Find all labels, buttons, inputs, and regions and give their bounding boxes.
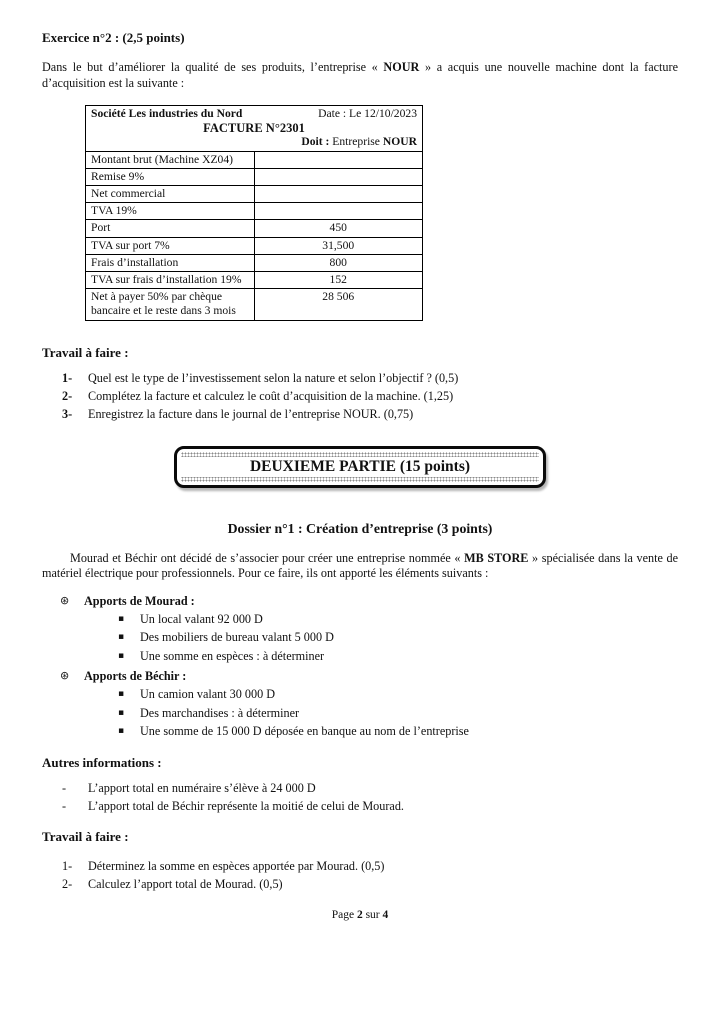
- item-text: Complétez la facture et calculez le coût d’acquisition de la machine. (1,25): [88, 388, 454, 403]
- row-value: 152: [254, 272, 423, 289]
- work2-title: Travail à faire :: [42, 828, 129, 844]
- intro-text-after: » spécialisée dans la vente de matériel électrique pour professionnels. Pour ce faire, ils ont apporté les éléments suivants :: [42, 550, 678, 581]
- list-item: [42, 797, 678, 815]
- row-value: [254, 168, 423, 185]
- item-text: Des mobiliers de bureau valant 5 000 D: [140, 630, 334, 645]
- item-number: 2-: [62, 876, 73, 891]
- square-bullet-icon: ▪: [118, 726, 125, 737]
- row-label: Net à payer 50% par chèque bancaire et le reste dans 3 mois: [86, 289, 255, 320]
- list-item: [42, 387, 678, 405]
- invoice-company: Société Les industries du Nord: [91, 107, 243, 120]
- item-text: Déterminez la somme en espèces apportée par Mourad. (0,5): [88, 858, 385, 873]
- row-label: Port: [86, 220, 255, 237]
- invoice-header-line1: [91, 107, 417, 121]
- group-header: [42, 667, 678, 685]
- list-item: [42, 685, 678, 704]
- intro-text-before: Dans le but d’améliorer la qualité de ses produits, l’entreprise «: [42, 60, 384, 74]
- list-item: [42, 369, 678, 387]
- row-label: TVA 19%: [86, 203, 255, 220]
- row-label: TVA sur frais d’installation 19%: [86, 272, 255, 289]
- work1-list: [42, 369, 678, 423]
- row-value: 800: [254, 254, 423, 271]
- item-text: Quel est le type de l’investissement selon la nature et selon l’objectif ? (0,5): [88, 370, 459, 385]
- company-name-mbstore: MB STORE: [464, 550, 529, 565]
- item-text: Calculez l’apport total de Mourad. (0,5): [88, 876, 283, 891]
- item-text: L’apport total de Béchir représente la moitié de celui de Mourad.: [88, 798, 404, 813]
- intro-text-after: » a acquis une nouvelle machine dont la facture d’acquisition est la suivante :: [42, 60, 678, 90]
- work2-list: [42, 857, 678, 893]
- square-bullet-icon: ▪: [118, 632, 125, 643]
- list-item: [42, 628, 678, 647]
- invoice-date: Date : Le 12/10/2023: [318, 107, 417, 120]
- table-row: [86, 151, 423, 168]
- row-label: Montant brut (Machine XZ04): [86, 151, 255, 168]
- list-item: [42, 722, 678, 741]
- list-item: [42, 405, 678, 423]
- work1-title: Travail à faire :: [42, 344, 129, 360]
- company-name-nour: NOUR: [383, 60, 420, 74]
- square-bullet-icon: ▪: [118, 650, 125, 661]
- row-value: [254, 203, 423, 220]
- banner-title: DEUXIEME PARTIE (15 points): [181, 457, 539, 477]
- invoice-header-row: [86, 106, 423, 152]
- footer-page: 2: [356, 908, 363, 921]
- table-row: [86, 237, 423, 254]
- row-value: [254, 151, 423, 168]
- table-row: [86, 203, 423, 220]
- exercise2-title: Exercice n°2 : (2,5 points): [42, 30, 185, 45]
- apports-list: [42, 592, 678, 741]
- table-row: [86, 254, 423, 271]
- item-text: L’apport total en numéraire s’élève à 24 000 D: [88, 780, 316, 795]
- table-row: [86, 289, 423, 320]
- list-item: [42, 875, 678, 893]
- group-title: Apports de Béchir :: [84, 669, 187, 684]
- row-label: Net commercial: [86, 186, 255, 203]
- table-row: [86, 186, 423, 203]
- list-item: [42, 610, 678, 629]
- dash-bullet-icon: -: [62, 798, 67, 813]
- doit-label: Doit :: [301, 135, 330, 149]
- invoice-table: [85, 105, 423, 321]
- row-value: 31,500: [254, 237, 423, 254]
- dossier1-intro: [42, 551, 678, 582]
- row-label: Remise 9%: [86, 168, 255, 185]
- item-number: 1-: [62, 858, 73, 873]
- table-row: [86, 272, 423, 289]
- item-text: Une somme en espèces : à déterminer: [140, 648, 325, 663]
- footer-prefix: Page: [331, 908, 357, 921]
- row-label: TVA sur port 7%: [86, 237, 255, 254]
- item-text: Un local valant 92 000 D: [140, 611, 263, 626]
- item-text: Une somme de 15 000 D déposée en banque au nom de l’entreprise: [140, 724, 469, 739]
- item-text: Un camion valant 30 000 D: [140, 687, 276, 702]
- table-row: [86, 220, 423, 237]
- invoice-number: FACTURE N°2301: [203, 121, 305, 136]
- exercise2-intro: [42, 60, 678, 91]
- item-text: Enregistrez la facture dans le journal de l’entreprise NOUR. (0,75): [88, 406, 414, 421]
- item-text: Des marchandises : à déterminer: [140, 705, 300, 720]
- footer-middle: sur: [362, 908, 383, 921]
- invoice-doit-line: [91, 135, 417, 149]
- square-bullet-icon: ▪: [118, 707, 125, 718]
- list-item: [42, 704, 678, 723]
- list-item: [42, 779, 678, 797]
- flower-bullet-icon: ⊛: [60, 593, 70, 607]
- group-header: [42, 592, 678, 610]
- list-item: [42, 647, 678, 666]
- square-bullet-icon: ▪: [118, 689, 125, 700]
- flower-bullet-icon: ⊛: [60, 669, 70, 683]
- doit-entity: NOUR: [382, 135, 417, 149]
- row-value: 28 506: [254, 289, 423, 320]
- table-row: [86, 168, 423, 185]
- doit-middle: Entreprise: [329, 135, 383, 149]
- banner-frame: [174, 446, 546, 488]
- item-number: 2-: [62, 388, 73, 403]
- item-number: 1-: [62, 370, 73, 385]
- dash-bullet-icon: -: [62, 780, 67, 795]
- group-title: Apports de Mourad :: [84, 593, 195, 608]
- intro-text-before: Mourad et Béchir ont décidé de s’associer pour créer une entreprise nommée «: [70, 550, 465, 565]
- dossier1-title: Dossier n°1 : Création d’entreprise (3 points): [227, 520, 493, 536]
- invoice-header-cell: [86, 106, 423, 152]
- part2-banner: [174, 446, 546, 488]
- row-label: Frais d’installation: [86, 254, 255, 271]
- list-item: [42, 857, 678, 875]
- banner-halftone-fill: [181, 452, 539, 482]
- row-value: 450: [254, 220, 423, 237]
- item-number: 3-: [62, 406, 73, 421]
- square-bullet-icon: ▪: [118, 613, 125, 624]
- other-info-list: [42, 779, 678, 815]
- page-number-footer: [42, 909, 678, 921]
- footer-total: 4: [382, 908, 389, 921]
- other-info-title: Autres informations :: [42, 754, 162, 770]
- row-value: [254, 186, 423, 203]
